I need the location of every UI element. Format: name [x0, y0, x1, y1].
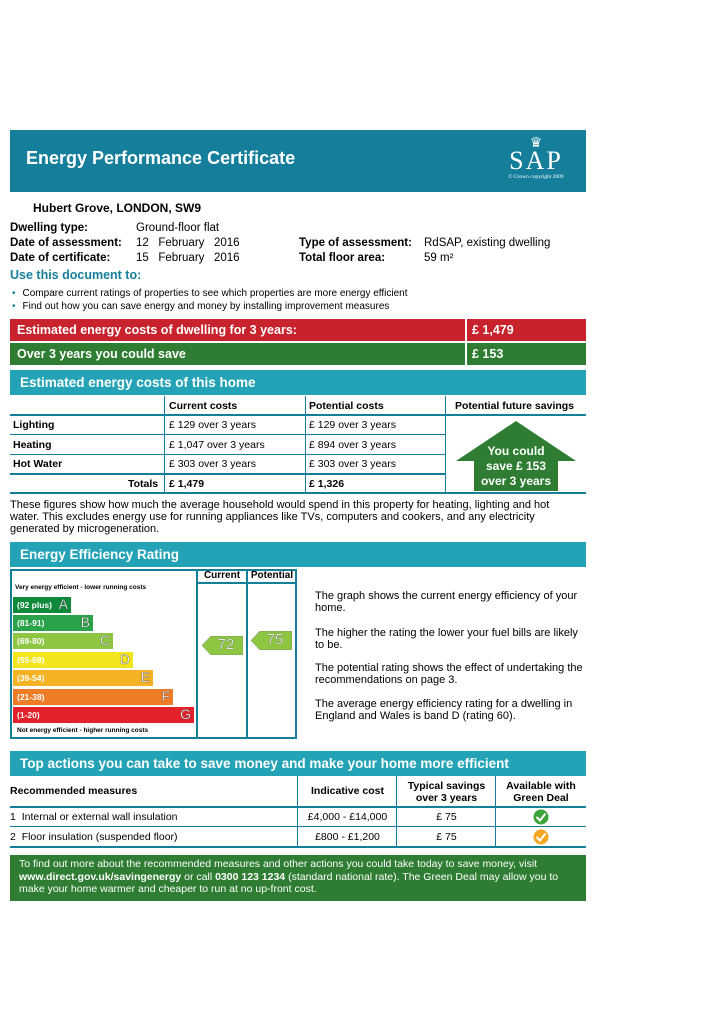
band-e: (39-54) E [13, 670, 153, 686]
col-recommended-measures: Recommended measures [10, 785, 138, 797]
total-current: £ 1,479 [169, 478, 205, 490]
table-row: 1 Internal or external wall insulation [10, 811, 178, 823]
bottom-efficiency-label: Not energy efficient - higher running costs [17, 727, 149, 734]
type-assessment-label: Type of assessment: [299, 237, 412, 249]
table-cell: £800 - £1,200 [315, 831, 380, 843]
table-row: 2 Floor insulation (suspended floor) [10, 831, 178, 843]
col-typical-savings: Typical savings over 3 years [407, 780, 486, 804]
date-certificate-label: Date of certificate: [10, 252, 111, 264]
list-item: • Compare current ratings of properties to see which properties are more energy efficient [12, 288, 408, 299]
rating-explanation: The potential rating shows the effect of undertaking the recommendations on page 3. [315, 662, 583, 686]
table-cell: £ 1,047 over 3 years [169, 439, 265, 451]
col-current-costs: Current costs [169, 400, 238, 412]
floor-area-value: 59 m² [424, 252, 454, 264]
band-d: (55-68) D [13, 652, 133, 668]
footer-phone: 0300 123 1234 [215, 870, 286, 883]
total-potential: £ 1,326 [309, 478, 345, 490]
col-indicative-cost: Indicative cost [311, 785, 384, 797]
col-green-deal: Available with Green Deal [506, 780, 576, 804]
table-cell: £ 894 over 3 years [309, 439, 396, 451]
band-f: (21-38) F [13, 689, 173, 705]
dwelling-type-value: Ground-floor flat [136, 222, 220, 234]
bullet-icon: • [12, 301, 16, 312]
footer-note: To find out more about the recommended measures and other actions you could take today to save money, visit www.direct.gov.uk/savingenergy or call 0300 123 1234 (standard national rate). The Green Deal may allow you to make your home warmer and cheaper to run at no up-front cost. [10, 855, 586, 901]
bullet-icon: • [12, 288, 16, 299]
potential-rating-value: 75 [266, 631, 284, 648]
could-save-bar: Over 3 years you could save £ 153 [10, 343, 586, 365]
table-cell: £ 75 [436, 831, 457, 843]
dwelling-type-label: Dwelling type: [10, 222, 88, 234]
col-potential: Potential [250, 570, 294, 581]
table-cell: £4,000 - £14,000 [307, 811, 388, 823]
estimated-costs-value: £ 1,479 [472, 323, 514, 337]
certificate-header [10, 130, 586, 192]
savings-house-text: You could save £ 153 over 3 years [480, 444, 552, 488]
band-a: (92 plus) A [13, 597, 71, 613]
band-g: (1-20) G [13, 707, 194, 723]
col-current: Current [203, 570, 241, 581]
rating-explanation: The average energy efficiency rating for a dwelling in England and Wales is band D (rating 60). [315, 698, 573, 722]
footer-link[interactable]: www.direct.gov.uk/savingenergy [19, 870, 182, 883]
check-icon [532, 809, 550, 825]
table-cell: £ 129 over 3 years [169, 419, 256, 431]
date-assessment-label: Date of assessment: [10, 237, 122, 249]
date-certificate-value: 15 February 2016 [136, 252, 240, 264]
costs-note: These figures show how much the average household would spend in this property for heating, lighting and hot water. This excludes energy use for running appliances like TVs, computers and cookers, and any electricity generated by microgeneration. [10, 499, 550, 535]
estimated-costs-bar: Estimated energy costs of dwelling for 3 years: £ 1,479 [10, 319, 586, 341]
table-cell: £ 129 over 3 years [309, 419, 396, 431]
current-rating-value: 72 [217, 636, 235, 653]
check-icon [532, 829, 550, 845]
table-row-label: Hot Water [13, 458, 63, 470]
sap-logo: ♛ SAP © Crown copyright 2009 [496, 135, 576, 189]
table-row-label: Lighting [13, 419, 55, 431]
top-efficiency-label: Very energy efficient - lower running costs [15, 584, 147, 591]
crown-icon: ♛ [529, 134, 543, 150]
could-save-value: £ 153 [472, 347, 504, 361]
table-cell: £ 75 [436, 811, 457, 823]
table-cell: £ 303 over 3 years [309, 458, 396, 470]
actions-section-title: Top actions you can take to save money and make your home more efficient [10, 751, 586, 776]
col-potential-savings: Potential future savings [455, 400, 575, 412]
band-b: (81-91) B [13, 615, 93, 631]
table-row-label: Heating [13, 439, 52, 451]
costs-section-title: Estimated energy costs of this home [10, 370, 586, 395]
logo-copyright: © Crown copyright 2009 [508, 174, 564, 180]
type-assessment-value: RdSAP, existing dwelling [424, 237, 551, 249]
rating-explanation: The higher the rating the lower your fuel bills are likely to be. [315, 627, 578, 651]
band-c: (69-80) C [13, 633, 113, 649]
list-item: • Find out how you can save energy and money by installing improvement measures [12, 301, 390, 312]
table-cell: £ 303 over 3 years [169, 458, 256, 470]
property-address: Hubert Grove, LONDON, SW9 [33, 201, 202, 215]
rating-explanation: The graph shows the current energy efficiency of your home. [315, 590, 578, 614]
totals-label: Totals [128, 478, 159, 490]
page-title: Energy Performance Certificate [26, 148, 296, 168]
date-assessment-value: 12 February 2016 [136, 237, 240, 249]
floor-area-label: Total floor area: [299, 252, 386, 264]
rating-section-title: Energy Efficiency Rating [10, 542, 586, 567]
col-potential-costs: Potential costs [309, 400, 384, 412]
use-document-title: Use this document to: [10, 268, 142, 282]
